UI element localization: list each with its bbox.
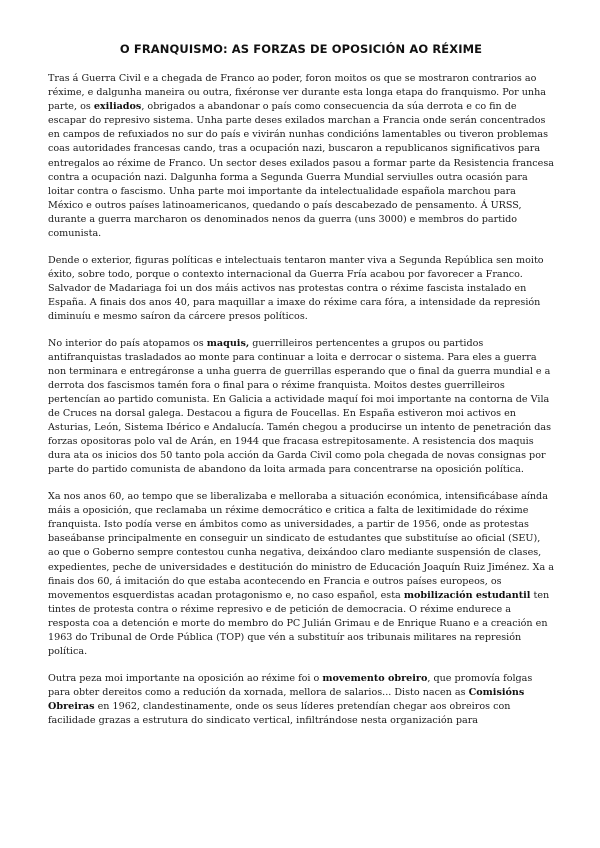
paragraph-text: Xa nos anos 60, ao tempo que se liberalizaba e melloraba a situación económica, intensificábase aínda máis a oposición, que reclamaba un réxime democrático e critica a falta de lexitimidade do réxime franquista. Isto podía verse en ámbitos como as universidades, a partir de 1956, onde as protestas baseábanse principalmente en conseguir un sindicato de estudantes que substituíse ao oficial (SEU), ao que o Goberno sempre contestou cunha negativa, deixándoo claro mediante suspensión de clases, expedientes, peche de universidades e destitución do ministro de Educación Joaquín Ruiz Jiménez. Xa a finais dos 60, á imitación do que estaba acontecendo en Francia e outros países europeos, os movementos esquerdistas acadan protagonismo e, no caso español, esta	[48, 491, 554, 601]
document-title: O FRANQUISMO: AS FORZAS DE OPOSICIÓN AO RÉXIME	[119, 42, 483, 56]
paragraph-text: Outra peza moi importante na oposición ao réxime foi o	[48, 672, 323, 684]
keyword-mobilizacion-estudantil: mobilización estudantil	[403, 589, 531, 601]
paragraph-text: , obrigados a abandonar o país como consecuencia da súa derrota e co fin de escapar do represivo sistema. Unha parte deses exilados marchan a Francia onde serán concentrados en campos de refuxiados no sur do país e vivirán nunhas condicións lamentables ou tiveron problemas coas autoridades francesas cando, tras a ocupación nazi, buscaron a republicanos significativos para entregalos ao réxime de Franco. Un sector deses exilados pasou a formar parte da Resistencia francesa contra a ocupación nazi. Dalgunha forma a Segunda Guerra Mundial serviulles outra ocasión para loitar contra o fascismo. Unha parte moi importante da intelectualidade española marchou para México e outros países latinoamericanos, quedando o país descabezado de pensamento. Á URSS, durante a guerra marcharon os denominados nenos da guerra (uns 3000) e membros do partido comunista.	[48, 101, 554, 240]
paragraph-exterior: Dende o exterior, figuras políticas e intelectuais tentaron manter viva a Segunda República sen moito éxito, sobre todo, porque o contexto internacional da Guerra Fría acabou por favorecer a Franco. Salvador de Madariaga foi un dos máis activos nas protestas contra o réxime fascista instalado en España. A finais dos anos 40, para maquillar a imaxe do réxime cara fóra, a intensidade da represión diminuíu e mesmo saíron da cárcere presos políticos.	[48, 254, 544, 322]
paragraph-text: guerrilleiros pertencentes a grupos ou partidos antifranquistas trasladados ao monte para continuar a loita e derrocar o sistema. Para eles a guerra non terminara e entregáronse a unha guerra de guerrillas esperando que o final da guerra mundial e a derrota dos fascismos tamén fora o final para o réxime franquista. Moitos destes guerrilleiros pertencían ao partido comunista. En Galicia a actividade maquí foi moi importante na contorna de Vila de Cruces na dorsal galega. Destacou a figura de Foucellas. En España estiveron moi activos en Asturias, León, Sistema Ibérico e Andalucía. Tamén chegou a producirse un intento de penetración das forzas opositoras polo val de Arán, en 1944 que fracasa estrepitosamente. A resistencia dos maquis dura ata os inicios dos 50 tanto pola acción da Garda Civil como pola chegada de novas consignas por parte do partido comunista de abandono da loita armada para concentrarse na oposición política.	[48, 337, 552, 476]
paragraph-text: Tras á Guerra Civil e a chegada de Franco ao poder, foron moitos os que se mostraron contrarios ao réxime, e dalgunha maneira ou outra, fixéronse ver durante esta longa etapa do franquismo. Por unha parte, os	[48, 73, 547, 113]
paragraph-text: , que promovía folgas para obter dereitos como a redución da xornada, mellora de salarios... Disto nacen as	[48, 672, 533, 698]
paragraph-exiliados	[48, 72, 554, 241]
paragraph-text: en 1962, clandestinamente, onde os seus líderes pretendían chegar aos obreiros con facilidade grazas a estrutura do sindicato vertical, infiltrándose nesta organización para	[48, 700, 511, 726]
paragraph-maquis	[48, 337, 554, 478]
paragraph-movemento-obreiro	[48, 672, 554, 728]
keyword-movemento-obreiro: movemento obreiro	[322, 672, 428, 684]
keyword-comisions-obreiras: Comisións Obreiras	[48, 686, 525, 712]
keyword-exiliados: exiliados	[93, 101, 142, 113]
paragraph-text: No interior do país atopamos os	[48, 337, 207, 349]
paragraph-anos-60	[48, 490, 554, 659]
document-page	[48, 42, 554, 741]
keyword-maquis: maquis,	[206, 337, 250, 349]
paragraph-text: ten tintes de protesta contra o réxime represivo e de petición de democracia. O réxime endurece a resposta coa a detención e morte do membro do PC Julián Grimau e de Enrique Ruano e a creación en 1963 do Tribunal de Orde Pública (TOP) que vén a substituír aos tribunais militares na represión política.	[48, 589, 550, 658]
